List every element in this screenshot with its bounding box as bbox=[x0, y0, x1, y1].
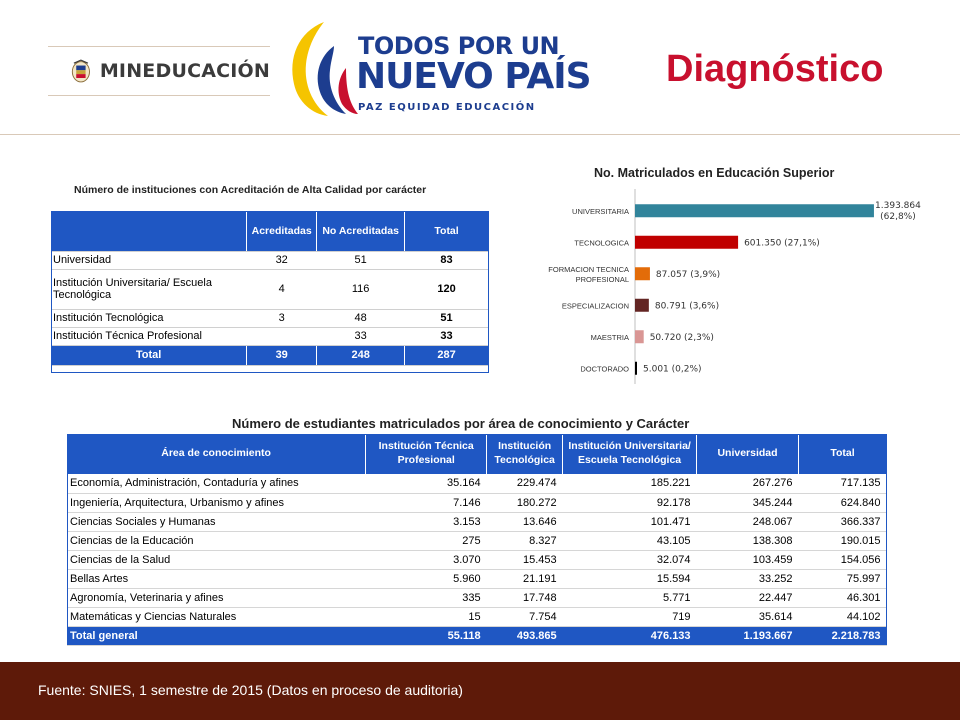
cell-total: 154.056 bbox=[798, 550, 886, 569]
cell-it: 13.646 bbox=[487, 512, 563, 531]
todos-line1: TODOS POR UN bbox=[358, 32, 560, 60]
page-title: Diagnóstico bbox=[666, 48, 884, 90]
chart-bar bbox=[635, 204, 874, 217]
cell-acreditadas bbox=[247, 327, 317, 345]
cell-total: 44.102 bbox=[798, 607, 886, 626]
cell-no-acreditadas: 33 bbox=[317, 327, 405, 345]
cell-it: 21.191 bbox=[487, 569, 563, 588]
cell-total: 366.337 bbox=[798, 512, 886, 531]
cell-iu: 5.771 bbox=[563, 588, 697, 607]
column-header: No Acreditadas bbox=[317, 211, 405, 251]
footer-bar bbox=[0, 662, 960, 720]
cell-u: 33.252 bbox=[697, 569, 799, 588]
cell-iu: 32.074 bbox=[563, 550, 697, 569]
cell-itp: 5.960 bbox=[366, 569, 487, 588]
table-row bbox=[67, 588, 887, 607]
cell-itp: 335 bbox=[366, 588, 487, 607]
total-total: 2.218.783 bbox=[798, 626, 886, 645]
table-row bbox=[67, 512, 887, 531]
mineducacion-label: MINEDUCACIÓN bbox=[99, 60, 270, 82]
cell-it: 7.754 bbox=[487, 607, 563, 626]
column-header: Institución Tecnológica bbox=[487, 434, 563, 474]
cell-u: 103.459 bbox=[697, 550, 799, 569]
cell-total: 190.015 bbox=[798, 531, 886, 550]
chart-title: No. Matriculados en Educación Superior bbox=[594, 166, 835, 180]
total-label: Total general bbox=[67, 626, 366, 645]
chart-bar bbox=[635, 299, 649, 312]
table-row bbox=[51, 269, 489, 309]
cell-it: 229.474 bbox=[487, 474, 563, 493]
column-header: Universidad bbox=[697, 434, 799, 474]
cell-iu: 43.105 bbox=[563, 531, 697, 550]
column-header: Acreditadas bbox=[247, 211, 317, 251]
column-header: Total bbox=[798, 434, 886, 474]
chart-bar bbox=[635, 330, 644, 343]
chart-data-label: 50.720 (2,3%) bbox=[649, 332, 714, 343]
total-u: 1.193.667 bbox=[697, 626, 799, 645]
cell-no-acreditadas: 51 bbox=[317, 251, 405, 269]
todos-line3: PAZ EQUIDAD EDUCACIÓN bbox=[358, 102, 536, 113]
cell-total: 46.301 bbox=[798, 588, 886, 607]
chart-category-label: UNIVERSITARIA bbox=[572, 206, 629, 216]
cell-area: Ingeniería, Arquitectura, Urbanismo y afines bbox=[67, 493, 366, 512]
chart-bar bbox=[635, 236, 738, 249]
column-header bbox=[51, 211, 247, 251]
table-row bbox=[67, 474, 887, 493]
table-row bbox=[67, 607, 887, 626]
cell-iu: 101.471 bbox=[563, 512, 697, 531]
row-label: Universidad bbox=[51, 251, 247, 269]
footer-source: Fuente: SNIES, 1 semestre de 2015 (Datos en proceso de auditoria) bbox=[38, 682, 463, 698]
nuevo-pais-swoosh-icon bbox=[284, 18, 358, 118]
cell-total: 33 bbox=[405, 327, 489, 345]
column-header: Institución Universitaria/ Escuela Tecnológica bbox=[563, 434, 697, 474]
cell-u: 35.614 bbox=[697, 607, 799, 626]
total-acreditadas: 39 bbox=[247, 345, 317, 365]
acreditacion-table bbox=[51, 211, 489, 366]
cell-area: Ciencias de la Educación bbox=[67, 531, 366, 550]
chart-category-label: TECNOLOGICA bbox=[574, 238, 629, 248]
column-header: Área de conocimiento bbox=[67, 434, 366, 474]
total-iu: 476.133 bbox=[563, 626, 697, 645]
cell-itp: 15 bbox=[366, 607, 487, 626]
header-divider bbox=[0, 134, 960, 135]
cell-iu: 15.594 bbox=[563, 569, 697, 588]
column-header: Total bbox=[405, 211, 489, 251]
acreditacion-table-caption: Número de instituciones con Acreditación de Alta Calidad por carácter bbox=[74, 184, 427, 196]
cell-acreditadas: 3 bbox=[247, 309, 317, 327]
cell-it: 8.327 bbox=[487, 531, 563, 550]
cell-area: Economía, Administración, Contaduría y afines bbox=[67, 474, 366, 493]
chart-data-label: 5.001 (0,2%) bbox=[643, 364, 702, 375]
table-row bbox=[67, 569, 887, 588]
cell-itp: 35.164 bbox=[366, 474, 487, 493]
cell-u: 267.276 bbox=[697, 474, 799, 493]
cell-it: 180.272 bbox=[487, 493, 563, 512]
cell-it: 15.453 bbox=[487, 550, 563, 569]
cell-itp: 275 bbox=[366, 531, 487, 550]
cell-u: 22.447 bbox=[697, 588, 799, 607]
cell-area: Ciencias Sociales y Humanas bbox=[67, 512, 366, 531]
cell-total: 624.840 bbox=[798, 493, 886, 512]
table-row bbox=[51, 327, 489, 345]
colombia-crest-icon bbox=[70, 55, 92, 87]
table-row bbox=[51, 309, 489, 327]
chart-data-label: 1.393.864 (62,8%) bbox=[875, 200, 921, 222]
cell-no-acreditadas: 116 bbox=[317, 269, 405, 309]
cell-iu: 719 bbox=[563, 607, 697, 626]
table-row bbox=[67, 550, 887, 569]
todos-por-un-nuevo-pais-logo bbox=[284, 18, 591, 118]
cell-u: 345.244 bbox=[697, 493, 799, 512]
chart-data-label: 601.350 (27,1%) bbox=[744, 238, 820, 249]
cell-area: Ciencias de la Salud bbox=[67, 550, 366, 569]
cell-itp: 3.153 bbox=[366, 512, 487, 531]
cell-it: 17.748 bbox=[487, 588, 563, 607]
cell-total: 51 bbox=[405, 309, 489, 327]
total-it: 493.865 bbox=[487, 626, 563, 645]
cell-total: 83 bbox=[405, 251, 489, 269]
cell-total: 717.135 bbox=[798, 474, 886, 493]
mineducacion-logo bbox=[48, 46, 270, 96]
total-no-acreditadas: 248 bbox=[317, 345, 405, 365]
total-itp: 55.118 bbox=[366, 626, 487, 645]
chart-data-label: 80.791 (3,6%) bbox=[654, 301, 720, 312]
cell-area: Bellas Artes bbox=[67, 569, 366, 588]
matriculados-bar-chart bbox=[540, 185, 950, 390]
total-total: 287 bbox=[405, 345, 489, 365]
row-label: Institución Tecnológica bbox=[51, 309, 247, 327]
chart-category-label: FORMACION TECNICA PROFESIONAL bbox=[548, 264, 629, 284]
cell-acreditadas: 4 bbox=[247, 269, 317, 309]
cell-iu: 185.221 bbox=[563, 474, 697, 493]
area-table-caption: Número de estudiantes matriculados por área de conocimiento y Carácter bbox=[232, 416, 690, 431]
cell-acreditadas: 32 bbox=[247, 251, 317, 269]
column-header: Institución Técnica Profesional bbox=[366, 434, 487, 474]
table-row bbox=[67, 531, 887, 550]
chart-data-label: 87.057 (3,9%) bbox=[655, 269, 721, 280]
total-row bbox=[51, 345, 489, 365]
chart-bar bbox=[635, 267, 650, 280]
cell-itp: 7.146 bbox=[366, 493, 487, 512]
chart-category-label: DOCTORADO bbox=[580, 364, 629, 374]
cell-area: Agronomía, Veterinaria y afines bbox=[67, 588, 366, 607]
cell-no-acreditadas: 48 bbox=[317, 309, 405, 327]
cell-u: 248.067 bbox=[697, 512, 799, 531]
table-row bbox=[51, 251, 489, 269]
cell-total: 120 bbox=[405, 269, 489, 309]
table-row bbox=[67, 493, 887, 512]
cell-area: Matemáticas y Ciencias Naturales bbox=[67, 607, 366, 626]
chart-bar bbox=[635, 362, 637, 375]
cell-u: 138.308 bbox=[697, 531, 799, 550]
cell-iu: 92.178 bbox=[563, 493, 697, 512]
chart-category-label: ESPECIALIZACION bbox=[561, 301, 629, 311]
total-label: Total bbox=[51, 345, 247, 365]
cell-itp: 3.070 bbox=[366, 550, 487, 569]
row-label: Institución Técnica Profesional bbox=[51, 327, 247, 345]
chart-category-label: MAESTRIA bbox=[590, 332, 629, 342]
todos-line2: NUEVO PAÍS bbox=[356, 56, 591, 97]
area-table bbox=[67, 434, 887, 646]
total-row bbox=[67, 626, 887, 645]
row-label: Institución Universitaria/ Escuela Tecnológica bbox=[51, 269, 247, 309]
cell-total: 75.997 bbox=[798, 569, 886, 588]
